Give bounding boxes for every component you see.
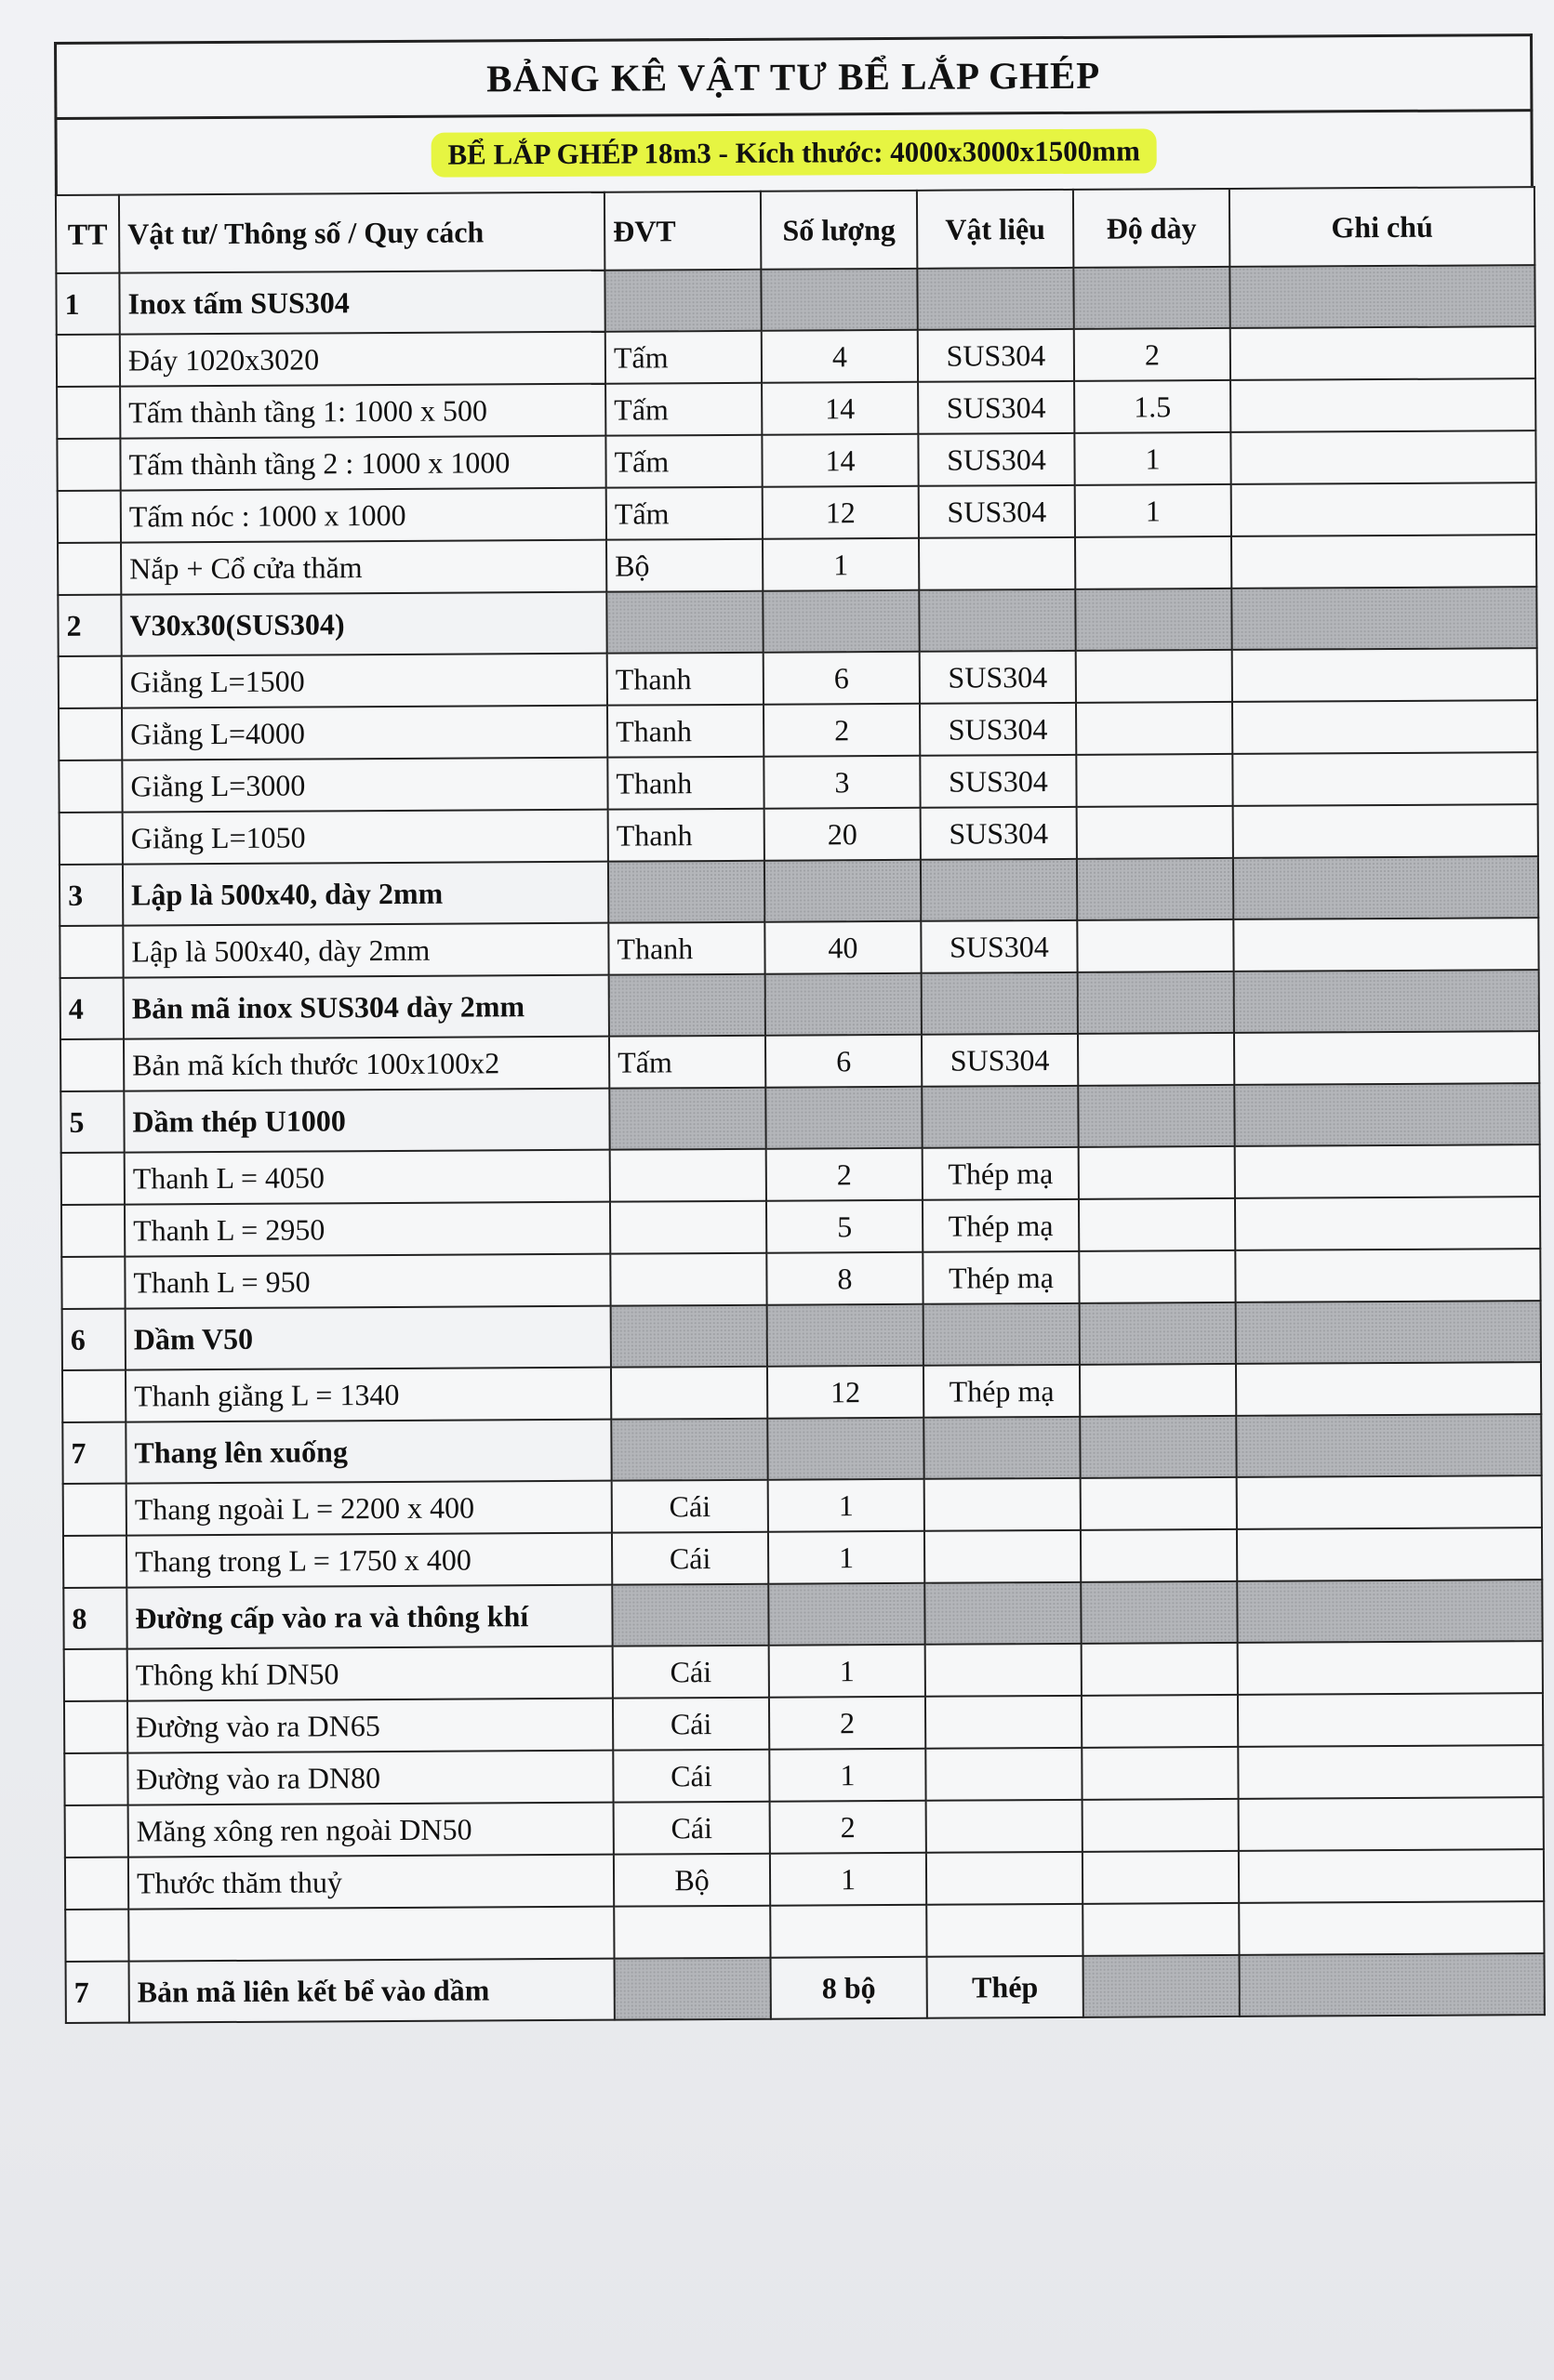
cell-tt	[59, 708, 122, 760]
cell-item-name: Đáy 1020x3020	[120, 332, 605, 387]
table-row	[58, 483, 1536, 543]
table-row	[63, 1475, 1542, 1536]
cell-material	[919, 537, 1075, 590]
cell-material	[917, 268, 1073, 330]
cell-tt	[60, 813, 123, 865]
cell-unit: Tấm	[605, 331, 762, 384]
cell-item-name: Thanh L = 950	[125, 1254, 610, 1309]
cell-unit	[610, 1149, 766, 1202]
cell-tt	[63, 1536, 126, 1588]
table-row	[64, 1641, 1543, 1701]
cell-thickness	[1078, 1033, 1234, 1086]
cell-material: Thép mạ	[923, 1251, 1079, 1304]
cell-quantity: 1	[769, 1749, 925, 1802]
cell-quantity: 20	[764, 808, 921, 861]
cell-thickness	[1083, 1955, 1240, 2017]
cell-item-name: Tấm thành tầng 1: 1000 x 500	[120, 384, 605, 439]
cell-thickness	[1080, 1364, 1236, 1417]
cell-material	[926, 1852, 1082, 1905]
cell-tt: 8	[63, 1588, 126, 1649]
cell-note	[1234, 1031, 1539, 1085]
cell-material	[926, 1904, 1082, 1957]
cell-tt: 7	[66, 1962, 129, 2023]
cell-note	[1230, 378, 1535, 432]
cell-thickness	[1082, 1903, 1239, 1956]
cell-thickness: 2	[1074, 328, 1230, 381]
cell-unit	[614, 1906, 770, 1959]
cell-material: Thép mạ	[923, 1365, 1080, 1418]
cell-unit	[611, 1419, 767, 1481]
table-row	[61, 1249, 1540, 1309]
cell-material: SUS304	[921, 807, 1077, 860]
cell-tt	[60, 1039, 124, 1091]
cell-material	[922, 1086, 1078, 1148]
cell-material	[924, 1530, 1081, 1583]
cell-note	[1233, 804, 1538, 858]
cell-unit: Thanh	[607, 757, 764, 810]
cell-item-name: Thang lên xuống	[126, 1420, 611, 1484]
cell-material: Thép	[927, 1956, 1083, 2018]
cell-material	[923, 1303, 1080, 1366]
table-row	[57, 430, 1535, 491]
cell-item-name: Dầm V50	[126, 1306, 611, 1370]
cell-unit: Cái	[614, 1802, 770, 1855]
cell-material: SUS304	[920, 651, 1076, 704]
cell-tt	[57, 335, 120, 387]
cell-material	[919, 589, 1075, 652]
cell-material: Thép mạ	[923, 1199, 1079, 1252]
cell-unit	[610, 1201, 766, 1254]
cell-unit: Bộ	[614, 1854, 770, 1907]
cell-note	[1238, 1745, 1543, 1799]
cell-tt: 5	[60, 1091, 124, 1153]
cell-unit: Bộ	[606, 539, 763, 592]
cell-unit	[609, 974, 765, 1037]
cell-item-name: Giằng L=1500	[122, 654, 607, 708]
table-row	[59, 700, 1537, 760]
cell-material: SUS304	[918, 381, 1074, 434]
cell-item-name: Thang trong L = 1750 x 400	[126, 1533, 612, 1588]
cell-thickness	[1079, 1146, 1235, 1199]
cell-note	[1232, 700, 1537, 754]
cell-tt	[60, 926, 123, 978]
cell-material: SUS304	[918, 433, 1074, 486]
cell-thickness: 1	[1075, 484, 1231, 537]
cell-quantity: 2	[769, 1697, 925, 1750]
cell-tt	[64, 1649, 127, 1701]
cell-tt: 4	[60, 978, 124, 1039]
material-table	[55, 186, 1546, 2024]
cell-material: SUS304	[922, 1034, 1078, 1087]
header-tt: TT	[56, 195, 119, 273]
header-material: Vật liệu	[917, 190, 1073, 269]
cell-note	[1238, 1693, 1543, 1747]
cell-unit: Cái	[612, 1480, 768, 1533]
cell-item-name: Thang ngoài L = 2200 x 400	[126, 1481, 612, 1536]
cell-quantity: 5	[766, 1200, 923, 1253]
cell-item-name: V30x30(SUS304)	[121, 592, 606, 656]
cell-item-name: Đường cấp vào ra và thông khí	[126, 1585, 612, 1649]
cell-tt	[59, 760, 122, 813]
table-group-row	[66, 1953, 1545, 2023]
cell-quantity: 3	[764, 756, 920, 809]
cell-quantity	[764, 860, 921, 922]
cell-quantity: 1	[770, 1853, 926, 1906]
cell-quantity: 1	[768, 1531, 924, 1584]
table-group-row	[62, 1301, 1541, 1370]
cell-tt: 7	[62, 1422, 126, 1484]
cell-material	[924, 1582, 1081, 1645]
cell-thickness	[1082, 1851, 1239, 1904]
cell-item-name: Thanh giằng L = 1340	[126, 1368, 611, 1422]
cell-quantity	[763, 590, 919, 653]
cell-note	[1235, 1249, 1540, 1302]
cell-note	[1239, 1797, 1544, 1851]
cell-note	[1229, 265, 1534, 328]
cell-quantity: 8	[766, 1252, 923, 1305]
cell-note	[1231, 587, 1536, 650]
cell-item-name: Thanh L = 4050	[125, 1150, 610, 1205]
header-quantity: Số lượng	[761, 191, 917, 270]
cell-quantity: 12	[763, 486, 919, 539]
cell-thickness	[1076, 702, 1232, 755]
cell-material	[924, 1478, 1081, 1531]
cell-unit	[608, 861, 764, 923]
cell-item-name	[128, 1907, 614, 1962]
cell-note	[1237, 1527, 1542, 1581]
cell-note	[1231, 483, 1536, 536]
cell-item-name: Măng xông ren ngoài DN50	[128, 1803, 614, 1858]
cell-item-name: Thước thăm thuỷ	[128, 1855, 614, 1910]
table-row	[58, 535, 1536, 595]
cell-note	[1236, 1362, 1541, 1416]
cell-thickness	[1082, 1643, 1238, 1696]
cell-thickness	[1075, 536, 1231, 589]
cell-thickness	[1079, 1250, 1235, 1303]
cell-item-name: Tấm nóc : 1000 x 1000	[121, 488, 606, 543]
cell-quantity: 4	[762, 330, 918, 383]
cell-quantity	[768, 1583, 924, 1646]
table-header	[56, 187, 1534, 273]
cell-unit: Tấm	[609, 1036, 765, 1089]
cell-note	[1230, 430, 1535, 484]
cell-tt	[65, 1910, 128, 1962]
cell-tt	[65, 1805, 128, 1858]
cell-item-name: Lập là 500x40, dày 2mm	[123, 923, 608, 978]
cell-thickness	[1081, 1529, 1237, 1582]
cell-unit	[606, 591, 763, 654]
cell-item-name: Bản mã kích thước 100x100x2	[124, 1037, 609, 1091]
cell-tt: 3	[60, 865, 123, 926]
cell-note	[1233, 918, 1538, 972]
cell-thickness	[1076, 754, 1232, 807]
cell-thickness	[1076, 650, 1232, 703]
cell-tt	[64, 1701, 127, 1753]
cell-note	[1238, 1641, 1543, 1695]
cell-material	[922, 972, 1078, 1035]
cell-thickness: 1.5	[1074, 380, 1230, 433]
cell-material	[925, 1644, 1082, 1697]
cell-thickness	[1080, 1302, 1236, 1365]
cell-tt	[63, 1484, 126, 1536]
cell-unit: Tấm	[605, 435, 762, 488]
cell-quantity: 1	[769, 1645, 925, 1698]
cell-quantity	[767, 1304, 923, 1367]
cell-note	[1239, 1849, 1544, 1903]
cell-unit	[611, 1305, 767, 1368]
cell-thickness	[1081, 1581, 1237, 1644]
cell-note	[1237, 1580, 1542, 1643]
cell-tt: 2	[58, 595, 121, 656]
table-row	[65, 1797, 1544, 1858]
table-group-row	[62, 1414, 1541, 1484]
table-row	[63, 1527, 1542, 1588]
cell-quantity: 14	[762, 434, 918, 487]
cell-tt	[61, 1205, 125, 1257]
cell-quantity: 12	[767, 1366, 923, 1419]
cell-quantity: 1	[768, 1479, 924, 1532]
cell-item-name: Tấm thành tầng 2 : 1000 x 1000	[120, 436, 605, 491]
header-unit: ĐVT	[604, 192, 761, 271]
cell-item-name: Thanh L = 2950	[125, 1202, 610, 1257]
cell-unit: Tấm	[606, 487, 763, 540]
cell-thickness	[1082, 1695, 1238, 1748]
cell-note	[1235, 1197, 1540, 1250]
cell-thickness	[1077, 858, 1233, 920]
cell-thickness	[1078, 1085, 1234, 1147]
cell-item-name: Đường vào ra DN80	[127, 1751, 613, 1805]
cell-quantity: 6	[765, 1035, 922, 1088]
table-group-row	[60, 856, 1538, 926]
cell-tt	[62, 1370, 126, 1422]
cell-note	[1230, 326, 1535, 380]
cell-thickness	[1081, 1477, 1237, 1530]
cell-quantity: 6	[764, 652, 920, 705]
cell-thickness	[1080, 1416, 1236, 1478]
table-row	[57, 326, 1535, 387]
table-body	[56, 265, 1544, 2023]
cell-quantity: 1	[763, 538, 919, 591]
table-row	[65, 1849, 1544, 1910]
cell-note	[1236, 1414, 1541, 1477]
cell-quantity	[761, 269, 917, 331]
cell-quantity	[765, 1087, 922, 1149]
cell-item-name: Lập là 500x40, dày 2mm	[123, 862, 608, 926]
cell-thickness	[1077, 919, 1233, 972]
header-item-spec: Vật tư/ Thông số / Quy cách	[119, 192, 604, 273]
cell-thickness	[1079, 1198, 1235, 1251]
cell-material	[926, 1800, 1082, 1853]
cell-note	[1232, 648, 1537, 702]
cell-unit: Thanh	[608, 922, 764, 975]
cell-quantity	[767, 1418, 923, 1480]
cell-unit: Thanh	[608, 809, 764, 862]
cell-item-name: Thông khí DN50	[127, 1646, 613, 1701]
cell-item-name: Bản mã inox SUS304 dày 2mm	[124, 975, 609, 1039]
cell-tt	[61, 1257, 125, 1309]
cell-thickness	[1082, 1799, 1239, 1852]
cell-unit	[615, 1958, 771, 2020]
cell-unit: Cái	[613, 1646, 769, 1699]
table-row	[60, 804, 1538, 865]
cell-note	[1236, 1301, 1541, 1364]
cell-tt	[65, 1858, 128, 1910]
table-row	[59, 752, 1537, 813]
cell-quantity	[770, 1905, 926, 1958]
table-row	[65, 1901, 1544, 1962]
cell-unit: Thanh	[607, 705, 764, 758]
cell-thickness	[1078, 972, 1234, 1034]
table-row	[64, 1693, 1543, 1753]
cell-unit: Thanh	[607, 653, 764, 706]
cell-material	[925, 1748, 1082, 1801]
cell-material: SUS304	[920, 755, 1076, 808]
cell-unit: Tấm	[605, 383, 762, 436]
table-row	[61, 1144, 1540, 1205]
cell-unit	[610, 1253, 766, 1306]
cell-note	[1234, 1083, 1539, 1146]
cell-note	[1232, 752, 1537, 806]
table-group-row	[60, 970, 1539, 1039]
cell-note	[1233, 856, 1538, 919]
cell-tt	[57, 387, 120, 439]
cell-quantity: 2	[764, 704, 920, 757]
cell-thickness	[1073, 267, 1229, 329]
cell-material: SUS304	[918, 329, 1074, 382]
cell-material	[923, 1417, 1080, 1479]
cell-note	[1231, 535, 1536, 588]
cell-material	[925, 1696, 1082, 1749]
cell-item-name: Giằng L=1050	[123, 810, 608, 865]
cell-note	[1235, 1144, 1540, 1198]
cell-item-name: Giằng L=4000	[122, 706, 607, 760]
cell-tt: 1	[56, 273, 119, 335]
cell-tt	[59, 656, 122, 708]
cell-item-name: Giằng L=3000	[122, 758, 607, 813]
cell-tt	[58, 491, 121, 543]
cell-unit: Cái	[613, 1698, 769, 1751]
cell-quantity: 40	[764, 921, 921, 974]
cell-unit	[611, 1367, 767, 1420]
cell-unit: Cái	[613, 1750, 769, 1803]
cell-tt	[57, 439, 120, 491]
cell-tt: 6	[62, 1309, 126, 1370]
cell-item-name: Nắp + Cổ cửa thăm	[121, 540, 606, 595]
cell-note	[1240, 1953, 1545, 2016]
cell-tt	[64, 1753, 127, 1805]
cell-material: SUS304	[921, 920, 1077, 973]
subtitle-row	[54, 109, 1533, 194]
cell-material	[921, 859, 1077, 921]
cell-material: SUS304	[919, 485, 1075, 538]
table-group-row	[60, 1083, 1539, 1153]
cell-quantity	[765, 973, 922, 1036]
table-group-row	[58, 587, 1536, 656]
cell-item-name: Đường vào ra DN65	[127, 1699, 613, 1753]
cell-quantity: 2	[766, 1148, 923, 1201]
cell-unit: Cái	[612, 1532, 768, 1585]
cell-item-name: Inox tấm SUS304	[119, 271, 604, 335]
table-row	[61, 1197, 1540, 1257]
cell-material: Thép mạ	[923, 1147, 1079, 1200]
cell-tt	[58, 543, 121, 595]
cell-thickness: 1	[1074, 432, 1230, 485]
table-group-row	[56, 265, 1534, 335]
cell-unit	[604, 270, 761, 332]
cell-note	[1234, 970, 1539, 1033]
material-list-sheet	[54, 33, 1544, 2024]
cell-thickness	[1075, 588, 1231, 651]
cell-note	[1239, 1901, 1544, 1955]
cell-material: SUS304	[920, 703, 1076, 756]
cell-quantity: 8 bộ	[771, 1957, 927, 2019]
cell-unit	[609, 1088, 765, 1150]
table-row	[59, 648, 1537, 708]
cell-quantity: 14	[762, 382, 918, 435]
cell-thickness	[1077, 806, 1233, 859]
document-title: BẢNG KÊ VẬT TƯ BỂ LẮP GHÉP	[54, 33, 1533, 117]
cell-quantity: 2	[770, 1801, 926, 1854]
table-row	[62, 1362, 1541, 1422]
table-group-row	[63, 1580, 1542, 1649]
highlighted-subtitle: BỂ LẮP GHÉP 18m3 - Kích thước: 4000x3000x1500mm	[431, 128, 1157, 177]
table-row	[57, 378, 1535, 439]
table-row	[60, 918, 1538, 978]
cell-unit	[612, 1584, 768, 1646]
cell-item-name: Bản mã liên kết bể vào dầm	[129, 1959, 615, 2023]
header-thickness: Độ dày	[1073, 189, 1229, 268]
cell-note	[1237, 1475, 1542, 1529]
cell-thickness	[1082, 1747, 1238, 1800]
table-row	[60, 1031, 1539, 1091]
cell-tt	[61, 1153, 125, 1205]
cell-item-name: Dầm thép U1000	[124, 1089, 609, 1153]
header-note: Ghi chú	[1229, 187, 1534, 267]
table-row	[64, 1745, 1543, 1805]
